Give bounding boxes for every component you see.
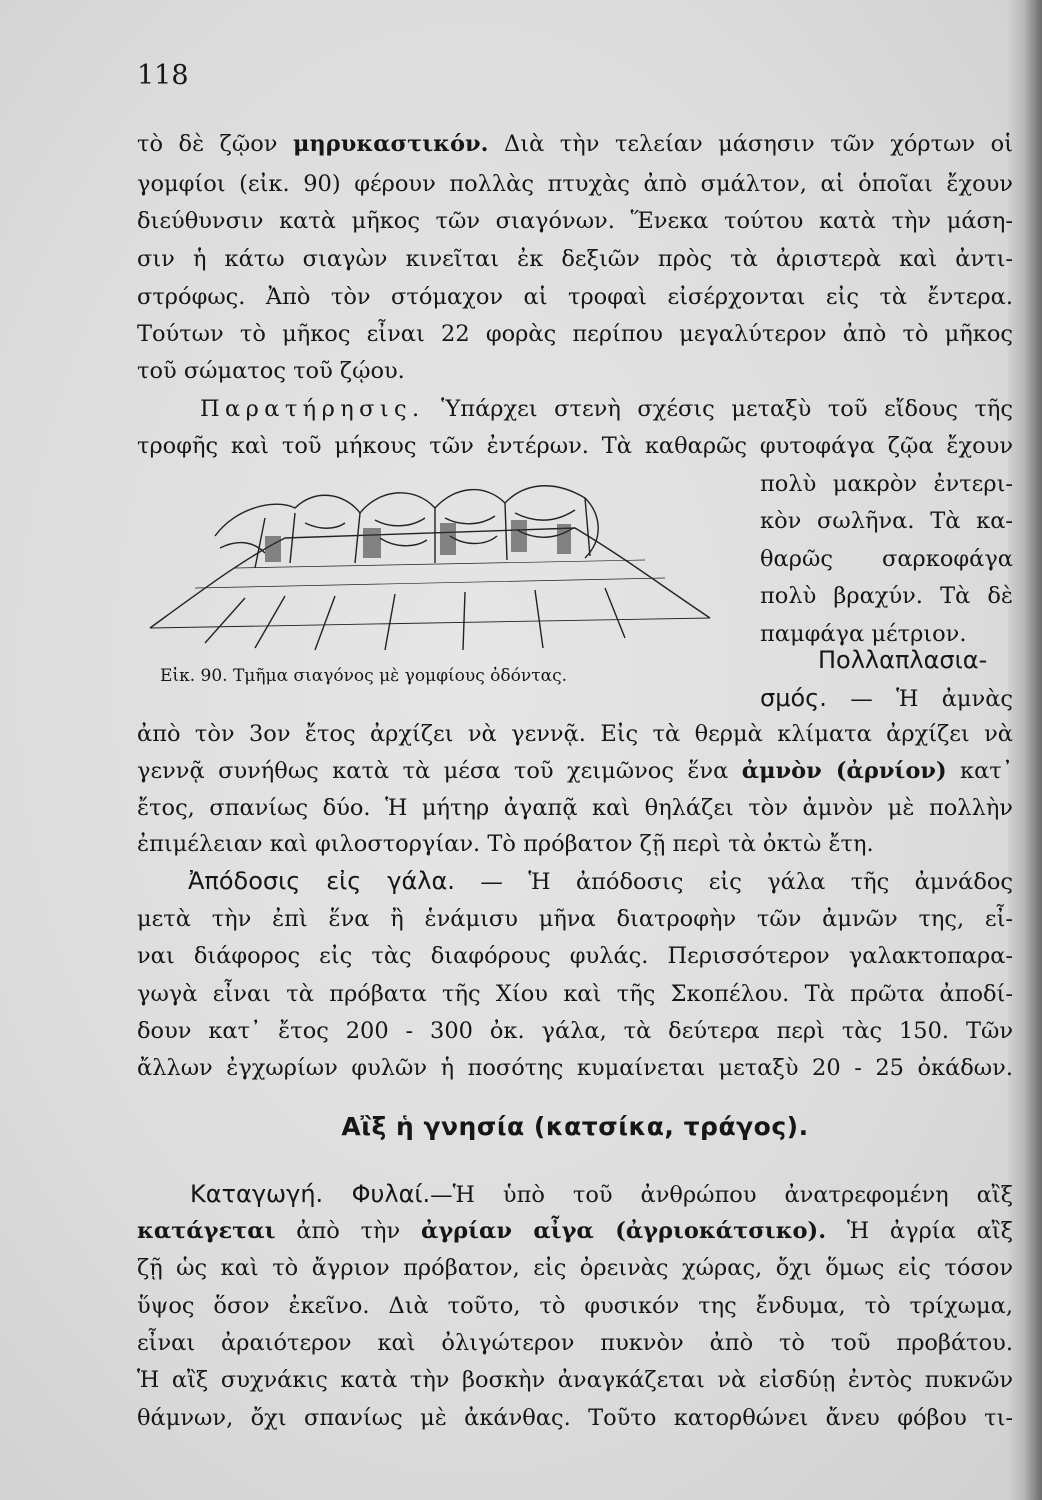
text-line: θάμνων, ὄχι σπανίως μὲ ἀκάνθας. Τοῦτο κατορθώνει ἄνευ φόβου τι-: [137, 1405, 1013, 1431]
text-line: σιν ἡ κάτω σιαγὼν κινεῖται ἐκ δεξιῶν πρὸς τὰ ἀριστερὰ καὶ ἀντι-: [137, 246, 1013, 272]
text-line: γομφίοι (εἰκ. 90) φέρουν πολλὰς πτυχὰς ἀπὸ σμάλτον, αἱ ὁποῖαι ἔχουν: [137, 171, 1013, 197]
bold-term: ἀμνὸν (ἀρνίον): [741, 758, 947, 784]
text-fragment: — Ἡ ἀπόδοσις εἰς γάλα τῆς ἀμνάδος: [480, 869, 1014, 895]
text-line: δουν κατ᾽ ἔτος 200 - 300 ὀκ. γάλα, τὰ δεύτερα περὶ τὰς 150. Τῶν: [137, 1018, 1013, 1044]
figure-caption: Εἰκ. 90. Τμῆμα σιαγόνος μὲ γομφίους ὀδόντας.: [160, 666, 568, 686]
text-fragment: Ἡ ἀγρία αἲξ: [846, 1218, 1013, 1244]
text-line: ἄλλων ἐγχωρίων φυλῶν ἡ ποσότης κυμαίνεται μεταξὺ 20 - 25 ὀκάδων.: [137, 1055, 1013, 1081]
text-line: μετὰ τὴν ἐπὶ ἕνα ἢ ἑνάμισυ μῆνα διατροφὴν τῶν ἀμνῶν της, εἶ-: [137, 906, 1013, 932]
text-line: τροφῆς καὶ τοῦ μήκους τῶν ἐντέρων. Τὰ καθαρῶς φυτοφάγα ζῷα ἔχουν: [137, 433, 1013, 459]
text-line: ναι διάφορος εἰς τὰς διαφόρους φυλάς. Περισσότερον γαλακτοπαρα-: [137, 943, 1013, 969]
observation-label: Παρατήρησις.: [200, 396, 425, 422]
bold-term: κατάγεται: [137, 1218, 276, 1244]
page-number: 118: [137, 60, 189, 91]
text-fragment: κατ᾽: [960, 758, 1014, 784]
text-line: [137, 1215, 1013, 1247]
text-fragment: Ὑπάρχει στενὴ σχέσις μεταξὺ τοῦ εἴδους τῆς: [441, 396, 1014, 422]
section-title: Πολλαπλασια-: [818, 646, 988, 674]
section-title: Ἀπόδοσις εἰς γάλα.: [188, 867, 455, 895]
text-line: ὕψος ὅσον ἐκεῖνο. Διὰ τοῦτο, τὸ φυσικόν της ἔνδυμα, τὸ τρίχωμα,: [137, 1293, 1013, 1319]
text-line: στρόφως. Ἀπὸ τὸν στόμαχον αἱ τροφαὶ εἰσέρχονται εἰς τὰ ἔντερα.: [137, 284, 1013, 310]
text-fragment: — Ἡ ἀμνὰς: [850, 686, 1014, 712]
side-text-line: πολὺ μακρὸν ἐντερι-: [760, 471, 1013, 497]
text-fragment: Διὰ τὴν τελείαν μάσησιν τῶν χόρτων οἱ: [504, 131, 1013, 157]
book-binding-shadow: [1008, 0, 1042, 1500]
side-text-line: παμφάγα μέτριον.: [760, 621, 967, 647]
text-line: γωγὰ εἶναι τὰ πρόβατα τῆς Χίου καὶ τῆς Σκοπέλου. Τὰ πρῶτα ἀποδί-: [137, 981, 1013, 1007]
text-line: [190, 1178, 1013, 1211]
text-fragment: —Ἡ ὑπὸ τοῦ ἀνθρώπου ἀνατρεφομένη αἲξ: [430, 1182, 1013, 1208]
text-line: Τούτων τὸ μῆκος εἶναι 22 φορὰς περίπου μεγαλύτερον ἀπὸ τὸ μῆκος: [137, 321, 1013, 347]
text-line: [188, 865, 1013, 898]
text-line: ἐπιμέλειαν καὶ φιλοστοργίαν. Τὸ πρόβατον ζῇ περὶ τὰ ὀκτὼ ἔτη.: [137, 831, 874, 857]
text-line: ἔτος, σπανίως δύο. Ἡ μήτηρ ἀγαπᾷ καὶ θηλάζει τὸν ἀμνὸν μὲ πολλὴν: [137, 795, 1013, 821]
text-line: [200, 393, 1013, 425]
section-title: σμός.: [760, 684, 827, 712]
bold-term: μηρυκαστικόν.: [292, 131, 489, 157]
text-line: [137, 755, 1013, 787]
text-fragment: τὸ δὲ ζῷον: [137, 131, 278, 157]
section-heading: Αἲξ ἡ γνησία (κατσίκα, τράγος).: [341, 1112, 809, 1141]
text-line: διεύθυνσιν κατὰ μῆκος τῶν σιαγόνων. Ἕνεκα τούτου κατὰ τὴν μάση-: [137, 208, 1013, 234]
text-line: [760, 682, 1013, 715]
side-text-line: πολὺ βραχύν. Τὰ δὲ: [760, 583, 1013, 609]
bold-term: ἀγρίαν αἶγα (ἀγριοκάτσικο).: [421, 1218, 827, 1244]
text-line: τοῦ σώματος τοῦ ζῴου.: [137, 358, 405, 384]
text-line: εἶναι ἀραιότερον καὶ ὀλιγώτερον πυκνὸν ἀπὸ τὸ τοῦ προβάτου.: [137, 1330, 1013, 1356]
text-fragment: ἀπὸ τὴν: [296, 1218, 401, 1244]
jaw-molars-illustration: [145, 468, 715, 658]
text-line: Ἡ αἲξ συχνάκις κατὰ τὴν βοσκὴν ἀναγκάζεται νὰ εἰσδύῃ ἐντὸς πυκνῶν: [137, 1367, 1013, 1393]
text-line: ἀπὸ τὸν 3ον ἔτος ἀρχίζει νὰ γεννᾷ. Εἰς τὰ θερμὰ κλίματα ἀρχίζει νὰ: [137, 721, 1013, 747]
text-line: ζῇ ὡς καὶ τὸ ἄγριον πρόβατον, εἰς ὀρεινὰς χώρας, ὄχι ὅμως εἰς τόσον: [137, 1255, 1013, 1281]
text-fragment: γεννᾷ συνήθως κατὰ τὰ μέσα τοῦ χειμῶνος ἕνα: [137, 758, 729, 784]
side-text-line: θαρῶς σαρκοφάγα: [760, 546, 1013, 572]
text-line: [137, 128, 1013, 160]
side-text-line: κὸν σωλῆνα. Τὰ κα-: [760, 508, 1013, 534]
section-title: Καταγωγή. Φυλαί.: [190, 1180, 431, 1208]
